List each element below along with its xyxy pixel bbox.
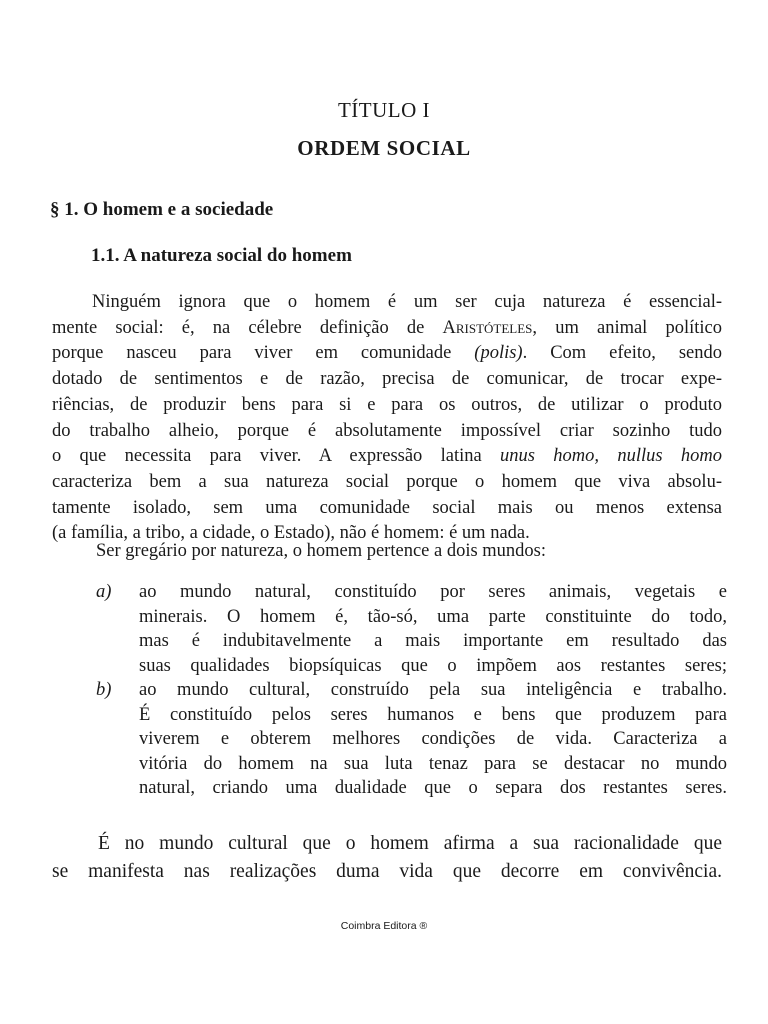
list-item-b (96, 678, 726, 804)
paragraph-line: riências, de produzir bens para si e para os outros, de utilizar o produto (52, 394, 722, 415)
paragraph-line: porque nasceu para viver em comunidade (polis). Com efeito, sendo (52, 343, 722, 364)
list-item-a (96, 580, 726, 680)
list-line: É constituído pelos seres humanos e bens que produzem para (139, 704, 727, 725)
paragraph-2 (52, 539, 722, 565)
list-line: natural, criando uma dualidade que o separa dos restantes seres. (139, 778, 727, 798)
list-item-body (139, 580, 727, 678)
paragraph-line: Ser gregário por natureza, o homem pertence a dois mundos: (96, 541, 547, 561)
section-heading: § 1. O homem e a sociedade (50, 199, 274, 220)
subsection-heading: 1.1. A natureza social do homem (91, 245, 352, 266)
closing-paragraph (52, 830, 722, 886)
paragraph-line: mente social: é, na célebre definição de Aristóteles, um animal político (52, 317, 722, 338)
paragraph-line: Ninguém ignora que o homem é um ser cuja natureza é essencial- (92, 292, 722, 312)
list-line: viverem e obterem melhores condições de vida. Caracteriza a (139, 729, 727, 749)
list-line: minerais. O homem é, tão-só, uma parte constituinte do todo, (139, 606, 727, 627)
title-name: ORDEM SOCIAL (297, 136, 471, 160)
paragraph-line: caracteriza bem a sua natureza social porque o homem que viva absolu- (52, 471, 722, 492)
paragraph-line: tamente isolado, sem uma comunidade social mais ou menos extensa (52, 497, 722, 518)
list-marker: a) (96, 582, 112, 602)
list-line: suas qualidades biopsíquicas que o impõem aos restantes seres; (139, 655, 727, 676)
paragraph-line: o que necessita para viver. A expressão latina unus homo, nullus homo (52, 446, 722, 467)
list-line: mas é indubitavelmente a mais importante em resultado das (139, 631, 727, 651)
list-marker: b) (96, 680, 112, 700)
paragraph-line: (a família, a tribo, a cidade, o Estado), não é homem: é um nada. (52, 523, 530, 544)
list-line: ao mundo natural, constituído por seres animais, vegetais e (139, 582, 727, 602)
list-item-body (139, 678, 727, 801)
publisher-footer: Coimbra Editora ® (340, 920, 428, 932)
title-number: TÍTULO I (337, 98, 431, 122)
list-line: vitória do homem na sua luta tenaz para se destacar no mundo (139, 753, 727, 774)
paragraph-line: É no mundo cultural que o homem afirma a sua racionalidade que (98, 833, 722, 854)
paragraph-line: dotado de sentimentos e de razão, precisa de comunicar, de trocar expe- (52, 369, 722, 390)
paragraph-line: do trabalho alheio, porque é absolutamente impossível criar sozinho tudo (52, 420, 722, 441)
paragraph-1 (52, 290, 722, 547)
list-line: ao mundo cultural, construído pela sua inteligência e trabalho. (139, 680, 727, 700)
paragraph-line: se manifesta nas realizações duma vida que decorre em convivência. (52, 861, 722, 882)
